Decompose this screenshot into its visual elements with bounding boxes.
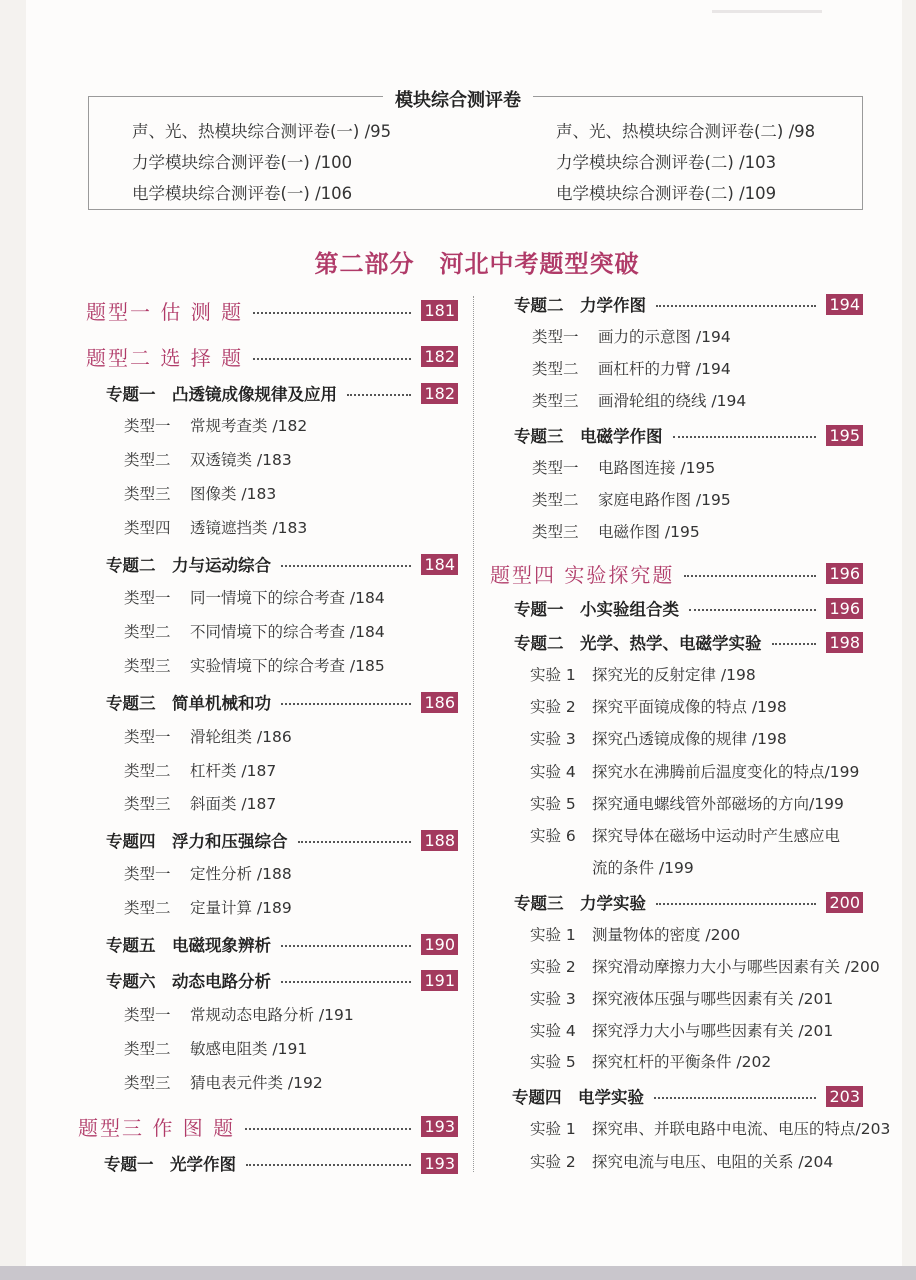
toc-item [124,586,385,608]
topic-heading [106,828,458,852]
item-label: 实验 4 [530,1022,576,1040]
item-text: 定量计算 /189 [190,899,292,917]
heading-title: 题型一 估 测 题 [86,300,244,324]
topic-heading [514,423,863,447]
page-number-badge: 186 [421,692,458,713]
page-number-badge: 181 [421,300,458,321]
item-label: 类型二 [124,451,171,469]
toc-item [124,654,385,676]
page-number-badge: 193 [421,1116,458,1137]
module-item: 声、光、热模块综合测评卷(二) /98 [556,122,816,141]
toc-item [124,896,292,918]
item-label: 类型一 [532,459,579,477]
item-label: 类型一 [532,328,579,346]
heading-title: 专题三 力学实验 [514,894,646,913]
page-number-badge: 196 [826,563,863,584]
page-number-badge: 193 [421,1153,458,1174]
page-number-badge: 194 [826,294,863,315]
item-label: 实验 5 [530,1053,576,1071]
toc-item [532,488,731,510]
item-label: 类型三 [532,523,579,541]
toc-item [532,389,746,411]
page-number-badge: 196 [826,598,863,619]
toc-item [124,1071,323,1093]
item-text: 家庭电路作图 /195 [598,491,731,509]
toc-item [124,862,292,884]
toc-item [124,1003,354,1025]
item-label: 实验 1 [530,666,576,684]
page-number-badge: 190 [421,934,458,955]
module-item: 声、光、热模块综合测评卷(一) /95 [132,122,392,141]
topic-heading [104,1151,458,1175]
module-item: 力学模块综合测评卷(二) /103 [556,153,777,172]
section-heading [78,1112,458,1141]
item-text: 电磁作图 /195 [598,523,700,541]
heading-title: 专题二 力与运动综合 [106,556,271,575]
item-label: 实验 4 [530,763,576,781]
item-label: 实验 2 [530,958,576,976]
toc-item [530,1050,771,1072]
heading-title: 专题一 小实验组合类 [514,600,679,619]
leader-dots [654,1097,816,1099]
item-text: 探究浮力大小与哪些因素有关 /201 [592,1022,834,1040]
item-text: 图像类 /183 [190,485,277,503]
toc-item [532,325,731,347]
toc-item [530,1150,833,1172]
scan-mark [712,10,822,13]
leader-dots [298,841,412,843]
heading-title: 题型四 实验探究题 [490,563,675,587]
item-text: 探究导体在磁场中运动时产生感应电 [592,827,841,845]
toc-item [124,414,307,436]
item-label: 类型二 [124,899,171,917]
item-text: 斜面类 /187 [190,795,277,813]
topic-heading [106,932,458,956]
toc-item [532,520,700,542]
heading-title: 专题五 电磁现象辨析 [106,936,271,955]
topic-heading [106,690,458,714]
toc-item-continuation: 流的条件 /199 [592,859,694,877]
toc-item [530,923,740,945]
item-text: 画杠杆的力臂 /194 [598,360,731,378]
page-number-badge: 182 [421,383,458,404]
toc-item [530,727,787,749]
item-label: 实验 3 [530,730,576,748]
item-label: 类型四 [124,519,171,537]
topic-heading [106,968,458,992]
item-text: 探究通电螺线管外部磁场的方向/199 [592,795,844,813]
leader-dots [245,1128,411,1130]
item-label: 实验 2 [530,698,576,716]
topic-heading [106,552,458,576]
heading-title: 专题二 力学作图 [514,296,646,315]
leader-dots [656,305,816,307]
toc-item [530,760,859,782]
item-label: 类型三 [124,657,171,675]
toc-item [124,482,276,504]
page-number-badge: 188 [421,830,458,851]
leader-dots [281,703,411,705]
item-label: 类型一 [124,589,171,607]
heading-title: 专题一 光学作图 [104,1155,236,1174]
leader-dots [673,436,817,438]
item-text: 探究电流与电压、电阻的关系 /204 [592,1153,834,1171]
leader-dots [246,1164,411,1166]
heading-title: 专题二 光学、热学、电磁学实验 [514,634,762,653]
item-label: 类型二 [124,623,171,641]
heading-title: 专题三 简单机械和功 [106,694,271,713]
leader-dots [281,565,411,567]
item-text: 猜电表元件类 /192 [190,1074,323,1092]
toc-item [124,620,385,642]
topic-heading [514,596,863,620]
toc-item [532,456,715,478]
item-text: 实验情境下的综合考查 /185 [190,657,385,675]
item-text: 杠杆类 /187 [190,762,277,780]
leader-dots [772,643,817,645]
toc-item [124,1037,307,1059]
part-title: 第二部分 河北中考题型突破 [314,250,640,278]
item-label: 类型二 [532,491,579,509]
page-number-badge: 195 [826,425,863,446]
scan-edge [0,1266,916,1280]
item-text: 探究水在沸腾前后温度变化的特点/199 [592,763,860,781]
item-text: 探究凸透镜成像的规律 /198 [592,730,787,748]
heading-title: 专题六 动态电路分析 [106,972,271,991]
topic-heading [106,381,458,405]
page-number-badge: 203 [826,1086,863,1107]
item-text: 不同情境下的综合考查 /184 [190,623,385,641]
item-text: 画力的示意图 /194 [598,328,731,346]
item-text: 探究滑动摩擦力大小与哪些因素有关 /200 [592,958,880,976]
item-label: 类型二 [532,360,579,378]
item-text: 定性分析 /188 [190,865,292,883]
heading-title: 专题三 电磁学作图 [514,427,663,446]
item-label: 实验 5 [530,795,576,813]
item-label: 类型一 [124,865,171,883]
item-label: 类型三 [124,485,171,503]
heading-title: 题型三 作 图 题 [78,1116,236,1140]
toc-item [530,955,880,977]
page-number-badge: 200 [826,892,863,913]
item-text: 敏感电阻类 /191 [190,1040,308,1058]
toc-item [124,792,276,814]
item-text: 探究平面镜成像的特点 /198 [592,698,787,716]
leader-dots [281,981,411,983]
item-text: 常规动态电路分析 /191 [190,1006,354,1024]
item-label: 类型三 [124,795,171,813]
item-text: 电路图连接 /195 [598,459,716,477]
item-text: 画滑轮组的绕线 /194 [598,392,747,410]
item-text: 透镜遮挡类 /183 [190,519,308,537]
item-label: 类型一 [124,728,171,746]
leader-dots [253,358,411,360]
item-text: 同一情境下的综合考查 /184 [190,589,385,607]
leader-dots [253,312,411,314]
topic-heading [512,1084,863,1108]
module-item: 电学模块综合测评卷(一) /106 [132,184,353,203]
item-label: 类型二 [124,762,171,780]
module-item: 力学模块综合测评卷(一) /100 [132,153,353,172]
toc-item [530,987,833,1009]
column-divider [473,296,474,1172]
toc-item [124,725,292,747]
toc-item [530,824,840,846]
toc-item [532,357,731,379]
item-label: 类型一 [124,1006,171,1024]
module-item: 电学模块综合测评卷(二) /109 [556,184,777,203]
item-text: 探究杠杆的平衡条件 /202 [592,1053,772,1071]
page-number-badge: 182 [421,346,458,367]
item-label: 类型二 [124,1040,171,1058]
heading-title: 题型二 选 择 题 [86,346,244,370]
module-title: 模块综合测评卷 [0,86,916,112]
item-text: 探究串、并联电路中电流、电压的特点/203 [592,1120,891,1138]
topic-heading [514,890,863,914]
item-text: 双透镜类 /183 [190,451,292,469]
section-heading [86,296,458,325]
item-text: 探究液体压强与哪些因素有关 /201 [592,990,834,1008]
section-heading [490,559,863,588]
topic-heading [514,630,863,654]
toc-item [124,516,307,538]
item-text: 常规考查类 /182 [190,417,308,435]
leader-dots [281,945,411,947]
toc-item [530,695,787,717]
item-label: 实验 1 [530,926,576,944]
heading-title: 专题四 电学实验 [512,1088,644,1107]
toc-item [530,1019,833,1041]
item-text: 测量物体的密度 /200 [592,926,741,944]
section-heading [86,342,458,371]
leader-dots [347,394,411,396]
page-number-badge: 198 [826,632,863,653]
leader-dots [684,575,816,577]
heading-title: 专题一 凸透镜成像规律及应用 [106,385,337,404]
page-number-badge: 184 [421,554,458,575]
toc-item [530,1117,890,1139]
item-label: 类型三 [124,1074,171,1092]
item-text: 探究光的反射定律 /198 [592,666,756,684]
toc-item [530,663,756,685]
toc-item [124,759,276,781]
heading-title: 专题四 浮力和压强综合 [106,832,288,851]
toc-item [530,792,844,814]
item-label: 类型一 [124,417,171,435]
item-label: 类型三 [532,392,579,410]
item-text: 滑轮组类 /186 [190,728,292,746]
item-label: 实验 3 [530,990,576,1008]
leader-dots [656,903,816,905]
toc-item [124,448,292,470]
topic-heading [514,292,863,316]
item-label: 实验 6 [530,827,576,845]
item-label: 实验 2 [530,1153,576,1171]
leader-dots [689,609,816,611]
page-number-badge: 191 [421,970,458,991]
item-label: 实验 1 [530,1120,576,1138]
